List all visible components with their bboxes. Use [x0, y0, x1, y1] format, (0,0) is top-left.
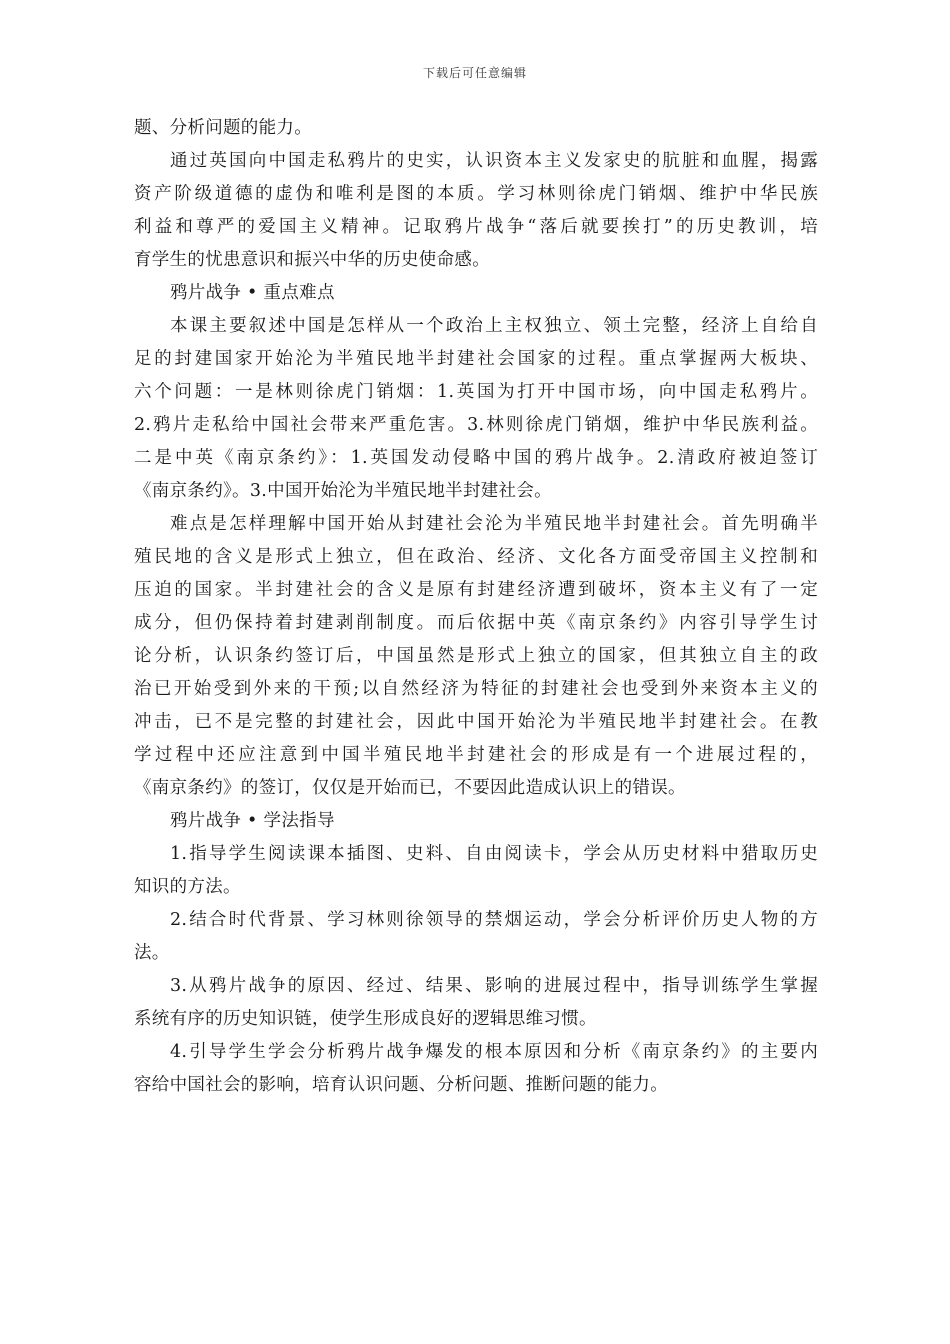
- text-line: 2.结合时代背景、学习林则徐领导的禁烟运动，学会分析评价历史人物的方: [170, 910, 818, 930]
- text-line: 《南京条约》的签订，仅仅是开始而已，不要因此造成认识上的错误。: [134, 778, 686, 798]
- text-line: 资产阶级道德的虚伪和唯利是图的本质。学习林则徐虎门销烟、维护中华民族: [134, 184, 818, 204]
- text-line: 难点是怎样理解中国开始从封建社会沦为半殖民地半封建社会。首先明确半: [170, 514, 818, 534]
- text-line: 题、分析问题的能力。: [134, 118, 312, 138]
- text-line: 1.指导学生阅读课本插图、史料、自由阅读卡，学会从历史材料中猎取历史: [170, 844, 818, 864]
- text-line: 治已开始受到外来的干预;以自然经济为特征的封建社会也受到外来资本主义的: [134, 679, 818, 699]
- text-line: 育学生的忧患意识和振兴中华的历史使命感。: [134, 250, 490, 270]
- text-line: 2.鸦片走私给中国社会带来严重危害。3.林则徐虎门销烟，维护中华民族利益。: [134, 415, 818, 435]
- text-line: 二是中英《南京条约》：1.英国发动侵略中国的鸦片战争。2.清政府被迫签订: [134, 448, 818, 468]
- text-line: 成分，但仍保持着封建剥削制度。而后依据中英《南京条约》内容引导学生讨: [134, 613, 818, 633]
- section-heading: 鸦片战争 • 学法指导: [170, 811, 335, 831]
- text-line: 学过程中还应注意到中国半殖民地半封建社会的形成是有一个进展过程的，: [134, 745, 818, 765]
- text-line: 足的封建国家开始沦为半殖民地半封建社会国家的过程。重点掌握两大板块、: [134, 349, 818, 369]
- text-line: 殖民地的含义是形式上独立，但在政治、经济、文化各方面受帝国主义控制和: [134, 547, 818, 567]
- text-line: 《南京条约》。3.中国开始沦为半殖民地半封建社会。: [134, 481, 552, 501]
- document-body: [134, 112, 818, 1102]
- page-header: 下载后可任意编辑: [422, 66, 527, 80]
- text-line: 法。: [134, 943, 170, 963]
- text-line: 本课主要叙述中国是怎样从一个政治上主权独立、领土完整，经济上自给自: [170, 316, 818, 336]
- section-heading: 鸦片战争 • 重点难点: [170, 283, 335, 303]
- text-line: 容给中国社会的影响，培育认识问题、分析问题、推断问题的能力。: [134, 1075, 668, 1095]
- text-line: 论分析，认识条约签订后，中国虽然是形式上独立的国家，但其独立自主的政: [134, 646, 818, 666]
- text-line: 压迫的国家。半封建社会的含义是原有封建经济遭到破坏，资本主义有了一定: [134, 580, 818, 600]
- text-line: 4.引导学生学会分析鸦片战争爆发的根本原因和分析《南京条约》的主要内: [170, 1042, 818, 1062]
- text-line: 知识的方法。: [134, 877, 241, 897]
- text-line: 六个问题：一是林则徐虎门销烟：1.英国为打开中国市场，向中国走私鸦片。: [134, 382, 818, 402]
- text-line: 利益和尊严的爱国主义精神。记取鸦片战争“落后就要挨打”的历史教训，培: [134, 217, 818, 237]
- text-line: 冲击，已不是完整的封建社会，因此中国开始沦为半殖民地半封建社会。在教: [134, 712, 818, 732]
- text-line: 通过英国向中国走私鸦片的史实，认识资本主义发家史的肮脏和血腥，揭露: [170, 151, 818, 171]
- text-line: 3.从鸦片战争的原因、经过、结果、影响的进展过程中，指导训练学生掌握: [170, 976, 818, 996]
- text-line: 系统有序的历史知识链，使学生形成良好的逻辑思维习惯。: [134, 1009, 597, 1029]
